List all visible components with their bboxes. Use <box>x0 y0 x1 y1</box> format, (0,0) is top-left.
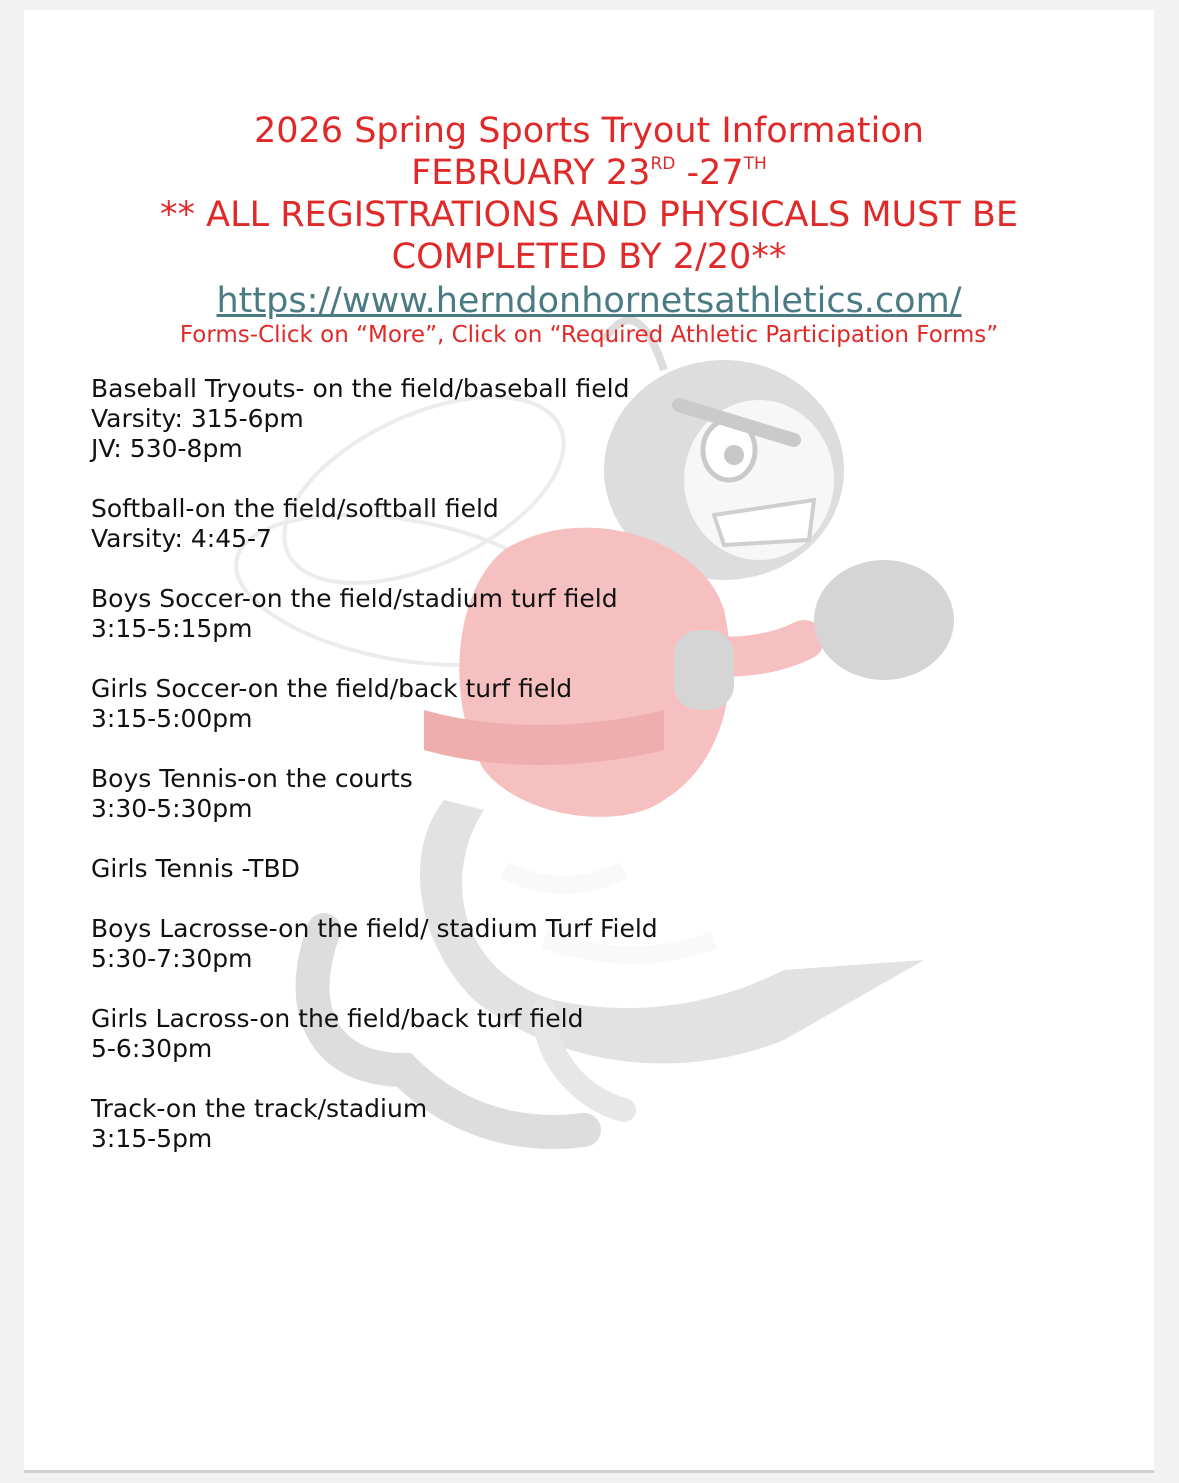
sport-block <box>91 494 991 554</box>
forms-instruction: Forms-Click on “More”, Click on “Required Athletic Participation Forms” <box>179 322 999 348</box>
sport-name: Boys Lacrosse-on the field/ stadium Turf Field <box>91 914 658 943</box>
tryout-dates: FEBRUARY 23RD -27TH <box>411 153 767 193</box>
sport-name: Boys Tennis-on the courts <box>91 764 413 793</box>
flyer-page <box>24 10 1154 1470</box>
sport-block <box>91 914 991 974</box>
sport-name: Girls Soccer-on the field/back turf field <box>91 674 573 703</box>
sport-block <box>91 584 991 644</box>
sport-block <box>91 764 991 824</box>
sport-time: 3:30-5:30pm <box>91 794 253 823</box>
sport-time: Varsity: 315-6pm <box>91 404 304 433</box>
sport-block <box>91 1004 991 1064</box>
sport-time: 3:15-5:00pm <box>91 704 253 733</box>
sport-name: Baseball Tryouts- on the field/baseball field <box>91 374 630 403</box>
sport-block <box>91 854 991 884</box>
sport-name: Boys Soccer-on the field/stadium turf field <box>91 584 618 613</box>
sport-name: Girls Lacross-on the field/back turf field <box>91 1004 584 1033</box>
sport-name: Girls Tennis -TBD <box>91 854 300 883</box>
sports-schedule <box>91 374 991 1184</box>
sport-block <box>91 374 991 464</box>
registration-notice-line2: COMPLETED BY 2/20** <box>391 237 787 277</box>
page-bottom-edge <box>24 1470 1154 1473</box>
tryout-header <box>24 110 1154 350</box>
athletics-website-link[interactable]: https://www.herndonhornetsathletics.com/ <box>216 281 962 321</box>
registration-notice-line1: ** ALL REGISTRATIONS AND PHYSICALS MUST BE <box>160 195 1018 235</box>
sport-block <box>91 674 991 734</box>
sport-time: 5-6:30pm <box>91 1034 213 1063</box>
sport-time: 3:15-5:15pm <box>91 614 253 643</box>
sport-name: Track-on the track/stadium <box>91 1094 428 1123</box>
sport-block <box>91 1094 991 1154</box>
page-title: 2026 Spring Sports Tryout Information <box>254 111 924 151</box>
sport-time: JV: 530-8pm <box>91 434 243 463</box>
sport-time: 5:30-7:30pm <box>91 944 253 973</box>
sport-name: Softball-on the field/softball field <box>91 494 499 523</box>
sport-time: 3:15-5pm <box>91 1124 213 1153</box>
sport-time: Varsity: 4:45-7 <box>91 524 272 553</box>
